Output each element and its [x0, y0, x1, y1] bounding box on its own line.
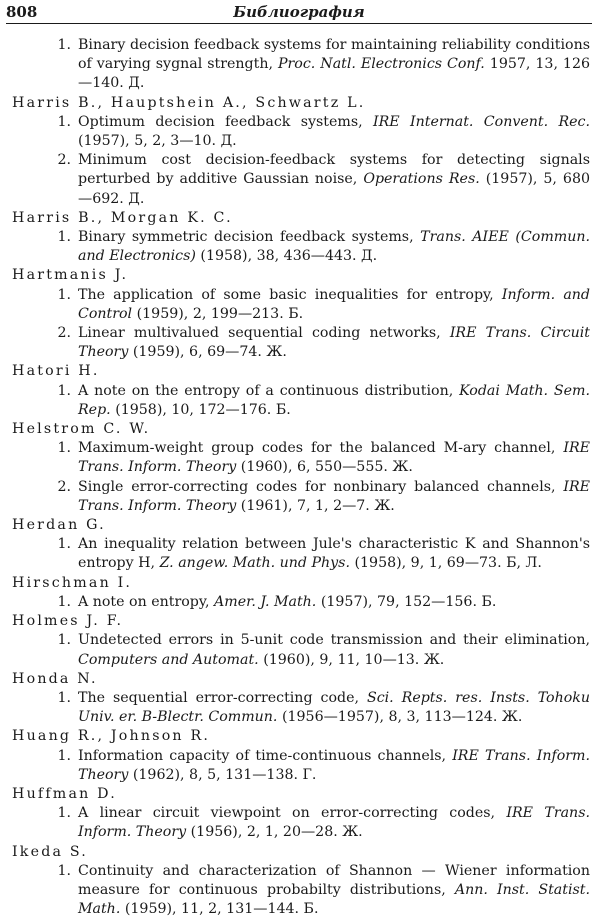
- entry-number: 1.: [57, 286, 71, 303]
- entry-number: 1.: [57, 862, 71, 879]
- bibliography-entry: [12, 228, 590, 266]
- entry-journal: Computers and Automat.: [78, 651, 259, 668]
- entry-number: 1.: [57, 593, 71, 610]
- entry-journal: Operations Res.: [363, 171, 480, 188]
- author-heading: Huffman D.: [12, 785, 117, 802]
- entry-title: A linear circuit viewpoint on error-correcting codes,: [78, 805, 496, 822]
- entry-details: (1957), 5, 2, 3—10. Д.: [78, 133, 237, 150]
- entry-number: 1.: [57, 689, 71, 706]
- bibliography-entry: [12, 747, 590, 785]
- entry-number: 1.: [57, 37, 71, 53]
- running-title: Библиография: [233, 3, 365, 21]
- bibliography-entry: [12, 593, 590, 612]
- entry-text: [78, 324, 590, 362]
- author-heading: Hatori H.: [12, 363, 100, 380]
- entry-text: [78, 36, 590, 94]
- entry-details: (1956), 2, 1, 20—28. Ж.: [190, 824, 363, 841]
- entry-title: An inequality relation between Jule's characteristic K and Shannon's entropy H,: [78, 536, 590, 572]
- entry-text: [78, 747, 590, 785]
- entry-text: [78, 286, 590, 324]
- author-heading: Helstrom C. W.: [12, 421, 151, 438]
- bibliography-entry: [12, 862, 590, 919]
- entry-number: 1.: [57, 747, 71, 764]
- entry-journal: IRE Trans. Inform. Theory: [78, 747, 590, 783]
- entry-number: 1.: [57, 113, 71, 130]
- bibliography-entry: [12, 478, 590, 516]
- bibliography-entry: [12, 324, 590, 362]
- bibliography-entry: [12, 535, 590, 573]
- entry-title: Undetected errors in 5-unit code transmission and their elimination,: [78, 632, 590, 649]
- entry-text: [78, 689, 590, 727]
- bibliography-entry: [12, 689, 590, 727]
- entry-details: (1957), 79, 152—156. Б.: [320, 593, 497, 610]
- author-heading: Holmes J. F.: [12, 613, 124, 630]
- entry-details: (1962), 8, 5, 131—138. Г.: [132, 766, 317, 783]
- entry-number: 2.: [57, 152, 71, 169]
- entry-title: Binary symmetric decision feedback systems,: [78, 229, 414, 246]
- entry-journal: Proc. Natl. Electronics Conf.: [277, 56, 485, 73]
- entry-journal: Z. angew. Math. und Phys.: [159, 555, 350, 572]
- author-heading: Harris B., Hauptshein A., Schwartz L.: [12, 94, 366, 111]
- author-heading: Hartmanis J.: [12, 267, 129, 284]
- entry-title: A note on entropy,: [78, 593, 210, 610]
- entry-number: 2.: [57, 478, 71, 495]
- entry-number: 1.: [57, 536, 71, 553]
- entry-details: (1958), 10, 172—176. Б.: [115, 401, 291, 418]
- entry-details: (1959), 11, 2, 131—144. Б.: [124, 901, 319, 918]
- bibliography-entry: [12, 382, 590, 420]
- entry-title: Single error-correcting codes for nonbinary balanced channels,: [78, 478, 556, 495]
- entry-number: 2.: [57, 325, 71, 342]
- bibliography-entry: [12, 804, 590, 842]
- entry-journal: Inform. and Control: [78, 286, 590, 322]
- bibliography-entry: [12, 631, 590, 669]
- entry-journal: Trans. AIEE (Commun. and Electronics): [78, 229, 591, 265]
- entry-details: (1956—1957), 8, 3, 113—124. Ж.: [281, 709, 523, 726]
- entry-number: 1.: [57, 382, 71, 399]
- entry-text: [78, 478, 590, 516]
- entry-title: A note on the entropy of a continuous distribution,: [78, 382, 454, 399]
- page-number: 808: [6, 3, 38, 21]
- entry-title: Binary decision feedback systems for maintaining reliability conditions of varying sygnal strength,: [78, 37, 590, 73]
- entry-text: [78, 151, 590, 209]
- bibliography-entry: [12, 151, 590, 209]
- entry-text: [78, 113, 590, 151]
- entry-number: 1.: [57, 805, 71, 822]
- entry-journal: Sci. Repts. res. Insts. Tohoku Univ. er. B-Blectr. Commun.: [78, 689, 591, 726]
- entry-title: The sequential error-correcting code,: [78, 689, 359, 706]
- entry-journal: IRE Trans. Circuit Theory: [78, 325, 590, 361]
- entry-details: (1960), 6, 550—555. Ж.: [240, 459, 413, 476]
- entry-journal: Kodai Math. Sem. Rep.: [78, 382, 590, 418]
- entry-text: [78, 862, 590, 919]
- bibliography-entry: [12, 439, 590, 477]
- header-rule: [6, 23, 592, 24]
- author-heading: Honda N.: [12, 670, 98, 687]
- entry-title: Information capacity of time-continuous channels,: [78, 747, 447, 764]
- bibliography-entry: [12, 36, 590, 94]
- entry-number: 1.: [57, 440, 71, 457]
- entry-title: The application of some basic inequalities for entropy,: [78, 286, 494, 303]
- entry-journal: IRE Trans. Inform. Theory: [78, 805, 590, 841]
- entry-text: [78, 804, 590, 842]
- entry-details: (1959), 6, 69—74. Ж.: [132, 344, 287, 361]
- entry-journal: IRE Internat. Convent. Rec.: [373, 113, 590, 130]
- entry-journal: IRE Trans. Inform. Theory: [78, 440, 590, 476]
- entry-number: 1.: [57, 229, 71, 246]
- entry-title: Linear multivalued sequential coding networks,: [78, 325, 441, 342]
- entry-details: (1960), 9, 11, 10—13. Ж.: [263, 651, 445, 668]
- entry-title: Minimum cost decision-feedback systems for detecting signals perturbed by additive Gaussian noise,: [78, 152, 590, 188]
- bibliography-entry: [12, 286, 590, 324]
- entry-title: Maximum-weight group codes for the balanced M-ary channel,: [78, 440, 556, 457]
- page-header: [6, 3, 592, 23]
- entry-title: Optimum decision feedback systems,: [78, 113, 363, 130]
- entry-text: [78, 593, 590, 612]
- entry-text: [78, 535, 590, 573]
- entry-journal: IRE Trans. Inform. Theory: [78, 478, 591, 514]
- entry-details: (1957), 5, 680—692. Д.: [78, 171, 591, 207]
- entry-title: Continuity and characterization of Shannon — Wiener information measure for continuous probabilty distributions,: [78, 862, 590, 898]
- entry-journal: Amer. J. Math.: [214, 593, 317, 610]
- entry-number: 1.: [57, 632, 71, 649]
- entry-text: [78, 631, 590, 669]
- bibliography-entry: [12, 113, 590, 151]
- entry-details: (1958), 9, 1, 69—73. Б, Л.: [354, 555, 542, 572]
- entry-details: (1959), 2, 199—213. Б.: [136, 305, 304, 322]
- entry-journal: Ann. Inst. Statist. Math.: [78, 881, 590, 918]
- entry-text: [78, 382, 590, 420]
- entry-text: [78, 439, 590, 477]
- bibliography-list: [12, 36, 590, 919]
- entry-details: (1961), 7, 1, 2—7. Ж.: [240, 497, 395, 514]
- author-heading: Huang R., Johnson R.: [12, 728, 211, 745]
- author-heading: Harris B., Morgan K. C.: [12, 209, 233, 226]
- author-heading: Hirschman I.: [12, 574, 133, 591]
- entry-details: (1958), 38, 436—443. Д.: [200, 248, 378, 265]
- author-heading: Ikeda S.: [12, 843, 88, 860]
- entry-text: [78, 228, 590, 266]
- entry-details: 1957, 13, 126—140. Д.: [78, 56, 591, 92]
- author-heading: Herdan G.: [12, 517, 106, 534]
